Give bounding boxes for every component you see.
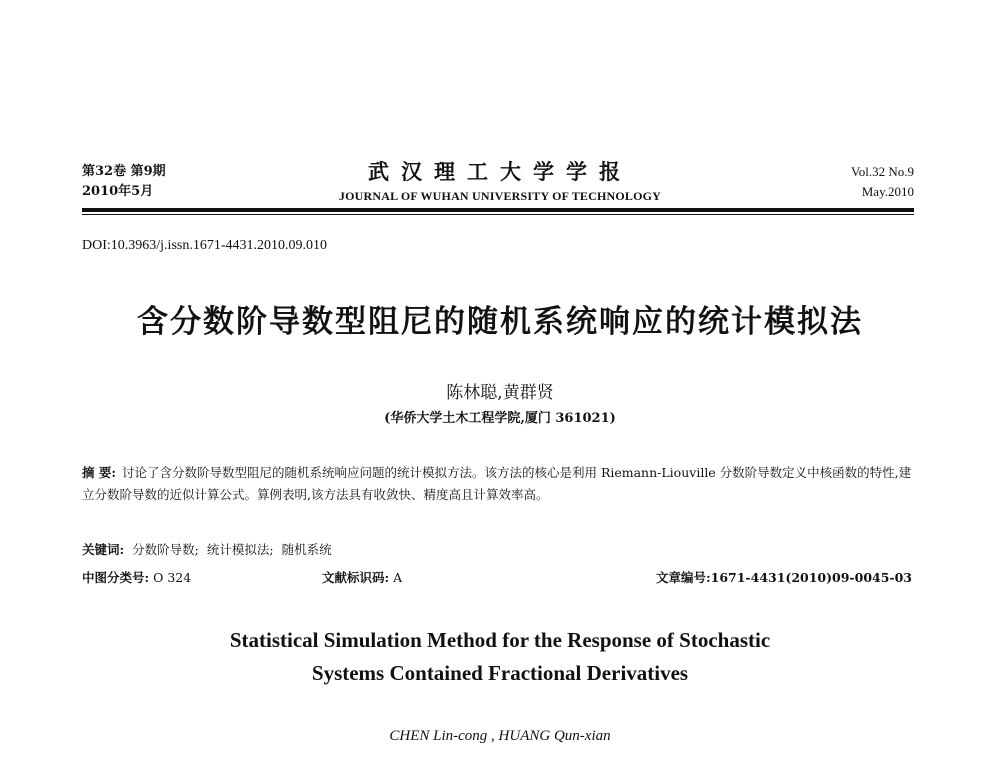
abstract-label: 摘 要: — [82, 465, 116, 480]
authors-cn: 陈林聪,黄群贤 — [446, 383, 554, 403]
clc-label: 中图分类号: — [82, 570, 150, 585]
date-cn: 2010年5月 — [82, 184, 154, 199]
affiliation-cn: (华侨大学土木工程学院,厦门 361021) — [384, 411, 616, 426]
doi: DOI:10.3963/j.issn.1671-4431.2010.09.010 — [82, 238, 327, 253]
keywords — [82, 540, 340, 558]
doc-code-label: 文献标识码: — [322, 570, 390, 585]
keyword-item: 统计模拟法; — [206, 542, 274, 557]
doc-code-value: A — [393, 570, 403, 585]
volume-issue-cn — [82, 162, 166, 202]
article-number: 文章编号:1671-4431(2010)09-0045-03 — [656, 570, 912, 585]
clc-number — [82, 568, 191, 586]
journal-title-en: JOURNAL OF WUHAN UNIVERSITY OF TECHNOLOGY — [338, 189, 662, 203]
abstract-cn — [82, 462, 912, 506]
volume-cn: 第32卷 第9期 — [82, 164, 166, 179]
header-rule-thick — [82, 208, 914, 212]
paper-title-en — [120, 624, 880, 690]
clc-value: O 324 — [153, 570, 192, 585]
date-en: May.2010 — [861, 184, 914, 199]
authors-en: CHEN Lin-cong , HUANG Qun-xian — [389, 728, 611, 744]
keywords-label: 关键词: — [82, 542, 125, 557]
document-code — [322, 568, 402, 586]
title-en-line-2: Systems Contained Fractional Derivatives — [311, 661, 689, 685]
keyword-item: 随机系统 — [281, 542, 332, 557]
journal-title-cn: 武汉理工大学学报 — [368, 159, 632, 184]
volume-en: Vol.32 No.9 — [851, 164, 914, 179]
title-en-line-1: Statistical Simulation Method for the Response of Stochastic — [229, 628, 771, 652]
keyword-item: 分数阶导数; — [132, 542, 199, 557]
header-rule-thin — [82, 214, 914, 215]
paper-title-cn: 含分数阶导数型阻尼的随机系统响应的统计模拟法 — [137, 304, 863, 340]
abstract-text: 讨论了含分数阶导数型阻尼的随机系统响应问题的统计模拟方法。该方法的核心是利用 Riemann-Liouville 分数阶导数定义中核函数的特性,建立分数阶导数的近似计算公式。算例表明,该方法具有收敛快、精度高且计算效率高。 — [82, 465, 912, 502]
volume-issue-en — [851, 162, 914, 202]
journal-header — [300, 156, 700, 204]
